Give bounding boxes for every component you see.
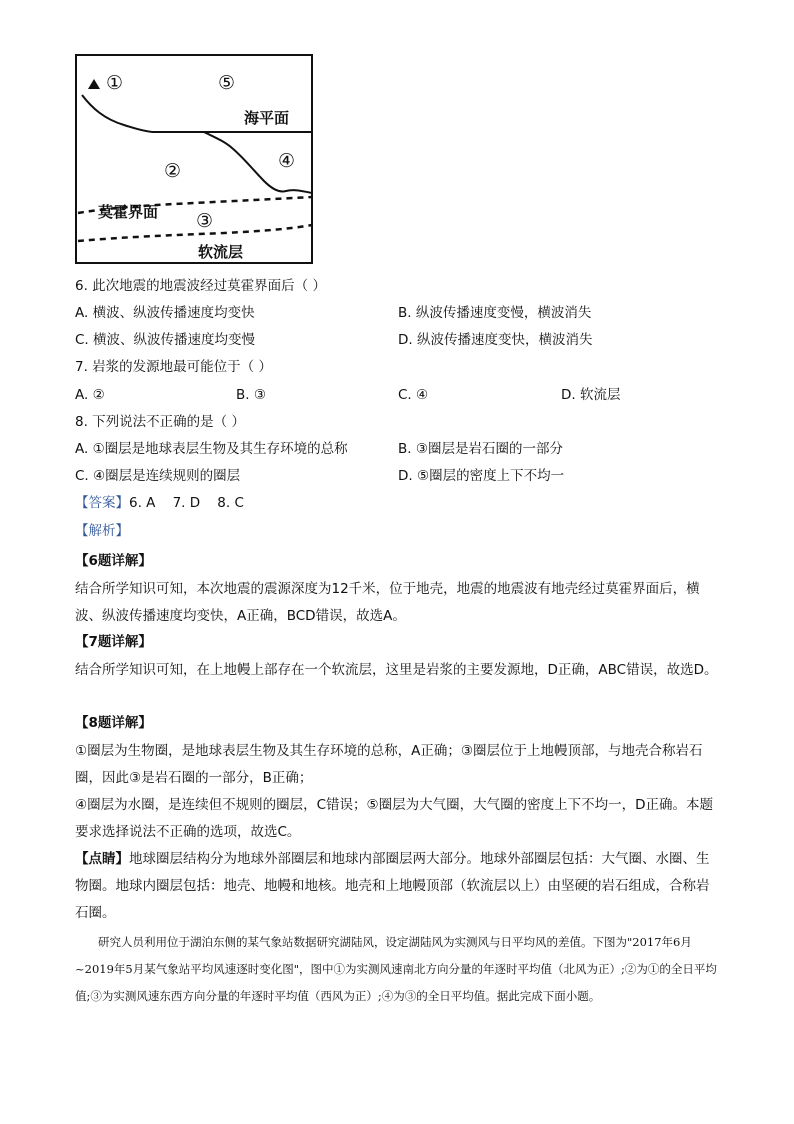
q8-detail-text-2: ④圈层为水圈，是连续但不规则的圈层，C错误；⑤圈层为大气圈，大气圈的密度上下不均一，D正确。本题要求选择说法不正确的选项，故选C。 [75,797,714,840]
q6-option-a: A. 横波、纵波传播速度均变快 [75,305,255,321]
q7-option-d: D. 软流层 [561,387,621,403]
q8-detail-heading: 【8题详解】 [75,715,152,731]
answer-value: 6. A 7. D 8. C [129,495,244,511]
label-1: ① [106,72,124,94]
analysis-label: 【解析】 [75,523,129,539]
label-3: ③ [196,210,214,232]
tip-paragraph [75,846,720,927]
q6-detail-heading: 【6题详解】 [75,553,152,569]
question-6-stem: 6. 此次地震的地震波经过莫霍界面后（ ） [75,278,326,294]
question-7-stem: 7. 岩浆的发源地最可能位于（ ） [75,359,272,375]
q8-option-c: C. ④圈层是连续规则的圈层 [75,468,241,484]
q6-option-d: D. 纵波传播速度变快，横波消失 [398,332,593,348]
question-8-stem: 8. 下列说法不正确的是（ ） [75,414,245,430]
answer-line [75,493,244,513]
tip-label: 【点睛】 [75,851,129,867]
label-2: ② [164,160,182,182]
q7-detail-text: 结合所学知识可知，在上地幔上部存在一个软流层，这里是岩浆的主要发源地，D正确，ABC错误，故选D。 [75,662,718,678]
q7-option-b: B. ③ [236,387,266,403]
q7-detail-heading: 【7题详解】 [75,634,152,650]
label-4: ④ [278,150,296,172]
q8-detail-text-1: ①圈层为生物圈，是地球表层生物及其生存环境的总称，A正确；③圈层位于上地幔顶部，与地壳合称岩石圈，因此③是岩石圈的一部分，B正确； [75,743,703,786]
tip-text: 地球圈层结构分为地球外部圈层和地球内部圈层两大部分。地球外部圈层包括：大气圈、水圈、生物圈。地球内圈层包括：地壳、地幔和地核。地壳和上地幔顶部（软流层以上）由坚硬的岩石组成，合称岩石圈。 [75,851,710,921]
land-surface-line [82,95,152,132]
q8-option-a: A. ①圈层是地球表层生物及其生存环境的总称 [75,441,348,457]
q6-option-c: C. 横波、纵波传播速度均变慢 [75,332,256,348]
q7-option-c: C. ④ [398,387,429,403]
answer-label: 【答案】 [75,495,129,511]
q8-option-d: D. ⑤圈层的密度上下不均一 [398,468,565,484]
earth-layers-diagram [74,53,314,265]
asthenosphere-top-line [78,225,312,241]
q6-option-b: B. 纵波传播速度变慢，横波消失 [398,305,592,321]
q6-detail-text: 结合所学知识可知，本次地震的震源深度为12千米，位于地壳，地震的地震波有地壳经过莫霍界面后，横波、纵波传播速度均变快，A正确，BCD错误，故选A。 [75,581,700,624]
sea-floor-line [204,132,312,193]
mountain-icon [88,79,100,89]
next-questions-intro: 研究人员利用位于湖泊东侧的某气象站数据研究湖陆风，设定湖陆风为实测风与日平均风的差值。下图为"2017年6月~2019年5月某气象站平均风速逐时变化图"，图中①为实测风速南北方向分量的年逐时平均值（北风为正）;②为①的全日平均值;③为实测风速东西方向分量的年逐时平均值（西风为正）;④为③的全日平均值。据此完成下面小题。 [75,935,717,1003]
moho-label: 莫霍界面 [98,203,159,221]
sea-level-label: 海平面 [244,109,290,127]
label-5: ⑤ [218,72,236,94]
asthenosphere-label: 软流层 [198,243,244,261]
q7-option-a: A. ② [75,387,105,403]
q8-option-b: B. ③圈层是岩石圈的一部分 [398,441,563,457]
